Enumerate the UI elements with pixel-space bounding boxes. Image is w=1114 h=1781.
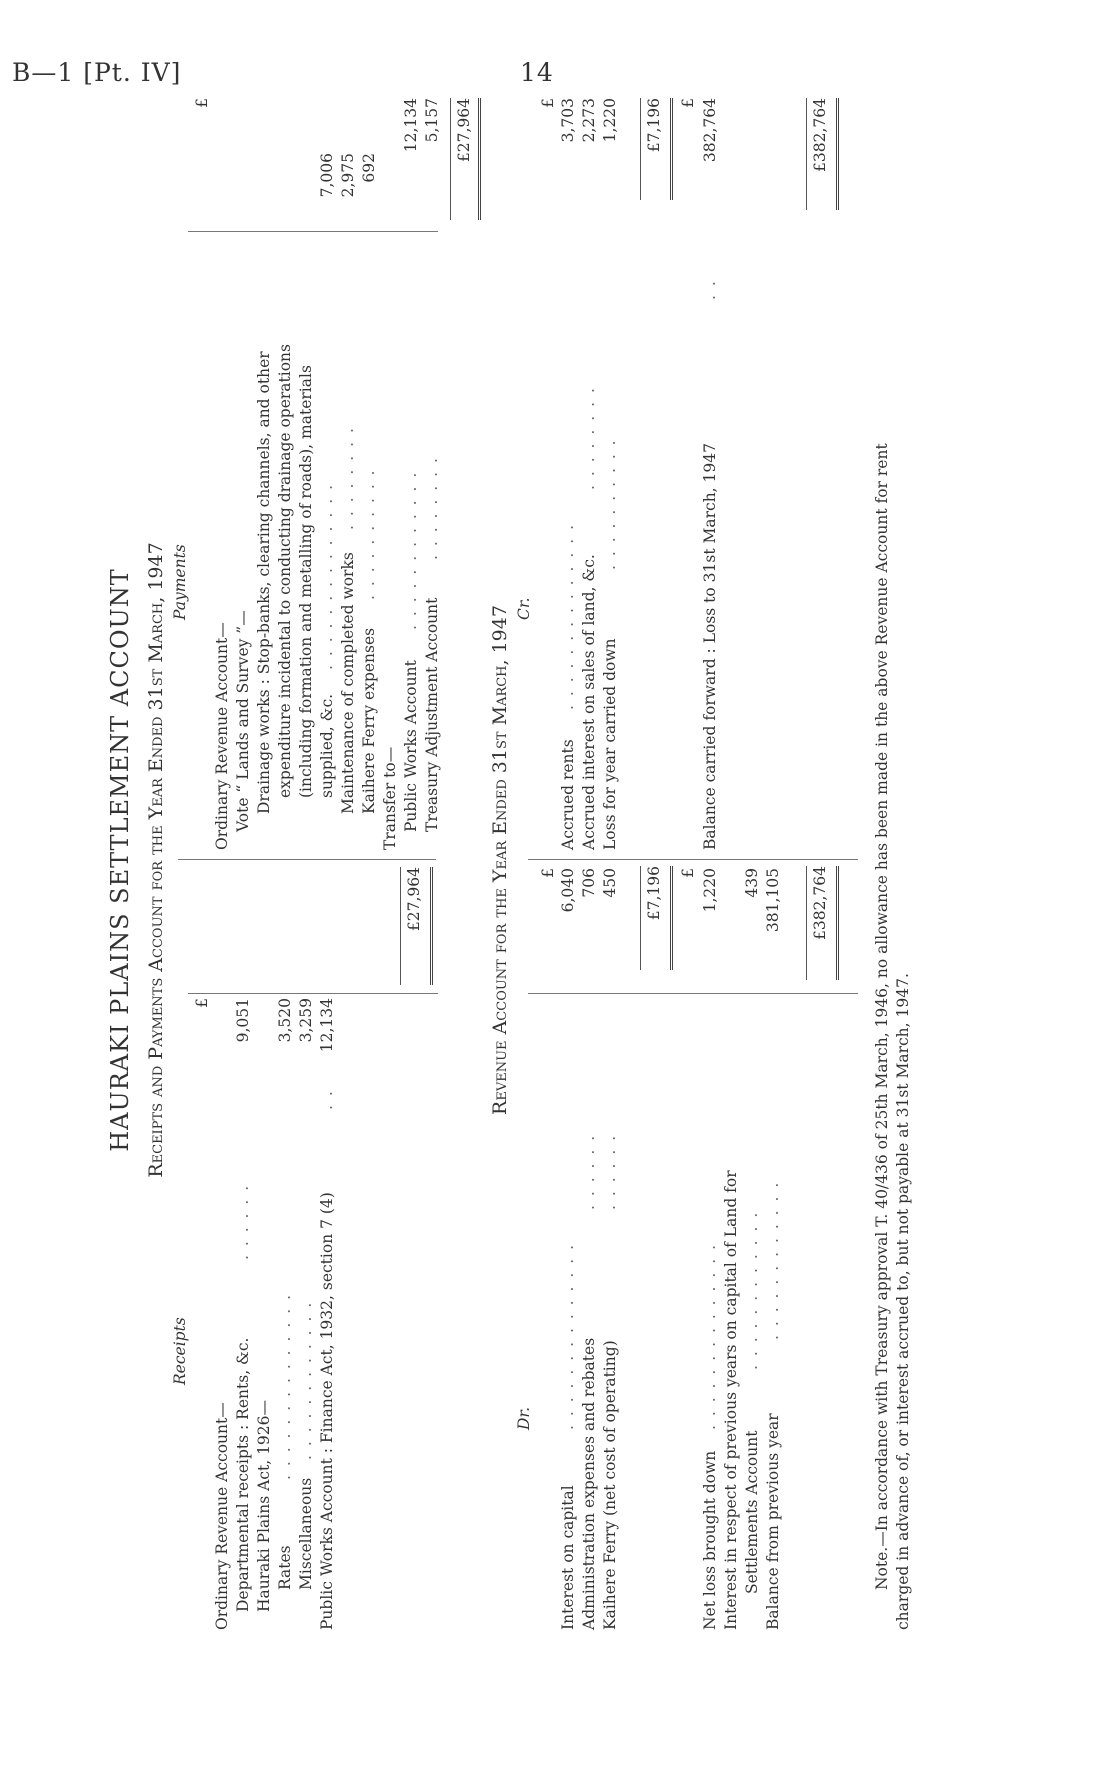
- payments-line: (including formation and metalling of roads), materials: [297, 365, 315, 798]
- receipts-line: Public Works Account : Finance Act, 1932, section 7 (4): [318, 1192, 336, 1630]
- cr-total-double-rule: [836, 98, 839, 210]
- cr-line: Balance carried forward : Loss to 31st March, 1947: [701, 443, 719, 850]
- leader-dots: . . . . . .: [601, 1133, 619, 1210]
- note-line-1: Note.—In accordance with Treasury approval T. 40/436 of 25th March, 1946, no allowance has been made in the above Revenue Account for rent: [873, 443, 891, 1590]
- cr-line: Accrued interest on sales of land, &c.: [580, 554, 598, 850]
- payments-line: Transfer to—: [381, 746, 399, 850]
- rp-divider: [178, 859, 436, 860]
- receipts-line: Rates: [276, 1545, 294, 1590]
- leader-dots: . . . . . . . .: [580, 386, 598, 490]
- receipts-line: Departmental receipts : Rents, &c.: [234, 1337, 252, 1612]
- document-title: HAURAKI PLAINS SETTLEMENT ACCOUNT: [106, 568, 134, 1152]
- receipts-line: Miscellaneous: [297, 1477, 315, 1590]
- leader-dots: . . . . . . . . . . . . . .: [701, 1242, 719, 1430]
- receipts-value: 9,051: [234, 998, 252, 1043]
- payments-line: Public Works Account: [402, 660, 420, 832]
- dr-subtotal-rule: [640, 866, 641, 970]
- payments-value: 12,134: [402, 98, 420, 153]
- receipts-value: 12,134: [318, 998, 336, 1053]
- leader-dots: . . . . . . . .: [423, 456, 441, 560]
- dr-line: Interest in respect of previous years on capital of Land for: [722, 1170, 740, 1630]
- payments-value: 2,975: [339, 153, 357, 198]
- dr-amount-rule: [528, 993, 858, 994]
- payments-total-rule: [450, 98, 451, 220]
- payments-line: Drainage works : Stop-banks, clearing channels, and other: [255, 351, 273, 814]
- receipts-value: 3,259: [297, 998, 315, 1043]
- rp-heading: Receipts and Payments Account for the Year Ended 31st March, 1947: [145, 542, 167, 1178]
- payments-line: Kaihere Ferry expenses: [360, 627, 378, 814]
- leader-dots: . . . . . . . . . .: [360, 468, 378, 600]
- cr-total: £382,764: [811, 98, 829, 172]
- receipts-total-double-rule: [430, 867, 433, 985]
- receipts-total-rule: [400, 867, 401, 985]
- leader-dots: . . . . . . . . . . . .: [402, 470, 420, 630]
- dr-total: £382,764: [811, 866, 829, 940]
- page-number: 14: [520, 58, 554, 87]
- payments-label: Payments: [171, 544, 189, 620]
- leader-dots: . . . . . . . . . .: [601, 438, 619, 570]
- cr-value: 3,703: [559, 98, 577, 143]
- dr-line: Balance from previous year: [764, 1413, 782, 1630]
- leader-dots: . . . . . . . . . . . . . .: [559, 522, 577, 710]
- payments-line: supplied, &c.: [318, 693, 336, 798]
- dr-value: 6,040: [559, 868, 577, 913]
- receipts-value: 3,520: [276, 998, 294, 1043]
- cr-value: 382,764: [701, 98, 719, 163]
- payments-line: Ordinary Revenue Account—: [213, 622, 231, 850]
- dr-label: Dr.: [515, 1406, 533, 1430]
- dr-total-double-rule: [836, 866, 839, 980]
- payments-value: 7,006: [318, 153, 336, 198]
- dr-currency: £: [679, 868, 697, 878]
- receipts-currency: £: [193, 998, 211, 1008]
- cr-line: Loss for year carried down: [601, 638, 619, 850]
- payments-line: Vote “ Lands and Survey ”—: [234, 610, 252, 832]
- cr-subtotal-double-rule: [670, 98, 673, 200]
- receipts-line: Ordinary Revenue Account—: [213, 1402, 231, 1630]
- rotated-account-sheet: [106, 90, 990, 1630]
- leader-dots: . . . . . .: [580, 1133, 598, 1210]
- payments-amount-rule: [188, 231, 438, 232]
- cr-label: Cr.: [515, 597, 533, 620]
- payments-value: 692: [360, 153, 378, 183]
- payments-line: Maintenance of completed works: [339, 552, 357, 814]
- leader-dots: . .: [701, 279, 719, 300]
- receipts-line: Hauraki Plains Act, 1926—: [255, 1399, 273, 1612]
- cr-currency: £: [539, 98, 557, 108]
- leader-dots: . . . . . . . . . . . .: [743, 1210, 761, 1370]
- rev-divider: [528, 859, 858, 860]
- cr-currency: £: [679, 98, 697, 108]
- leader-dots: . .: [318, 1089, 336, 1110]
- dr-line: Settlements Account: [743, 1430, 761, 1594]
- leader-dots: . . . . . . . .: [339, 426, 357, 530]
- payments-value: 5,157: [423, 98, 441, 143]
- leader-dots: . . . . . . . . . . . . . .: [559, 1242, 577, 1430]
- dr-subtotal: £7,196: [645, 866, 663, 921]
- cr-value: 2,273: [580, 98, 598, 143]
- page-header-left: B—1 [Pt. IV]: [12, 58, 182, 87]
- cr-subtotal: £7,196: [645, 98, 663, 153]
- payments-line: Treasury Adjustment Account: [423, 597, 441, 832]
- leader-dots: . . . . . . . . . . . .: [297, 1300, 315, 1460]
- dr-value: 450: [601, 868, 619, 898]
- payments-total-double-rule: [478, 98, 481, 220]
- receipts-total: £27,964: [405, 867, 423, 932]
- dr-line: Administration expenses and rebates: [580, 1337, 598, 1630]
- dr-subtotal-double-rule: [670, 866, 673, 970]
- rev-heading: Revenue Account for the Year Ended 31st March, 1947: [489, 605, 511, 1115]
- dr-value: 1,220: [701, 868, 719, 913]
- cr-line: Accrued rents: [559, 739, 577, 850]
- dr-line: Kaihere Ferry (net cost of operating): [601, 1340, 619, 1630]
- dr-value: 706: [580, 868, 598, 898]
- payments-line: expenditure incidental to conducting drainage operations: [276, 344, 294, 798]
- cr-value: 1,220: [601, 98, 619, 143]
- payments-currency: £: [193, 98, 211, 108]
- cr-subtotal-rule: [640, 98, 641, 200]
- leader-dots: . . . . . . . . . . . . . .: [318, 482, 336, 670]
- dr-value: 439: [743, 868, 761, 898]
- leader-dots: . . . . . . . . . . . .: [764, 1180, 782, 1340]
- leader-dots: . . . . . . . . . . . . . .: [276, 1292, 294, 1480]
- payments-total: £27,964: [455, 98, 473, 163]
- dr-total-rule: [806, 866, 807, 980]
- cr-total-rule: [806, 98, 807, 210]
- dr-currency: £: [539, 868, 557, 878]
- receipts-amount-rule: [188, 993, 438, 994]
- receipts-label: Receipts: [171, 1317, 189, 1385]
- dr-value: 381,105: [764, 868, 782, 933]
- note-line-2: charged in advance of, or interest accrued to, but not payable at 31st March, 1947.: [894, 973, 912, 1630]
- leader-dots: . . . . . .: [234, 1183, 252, 1260]
- dr-line: Interest on capital: [559, 1485, 577, 1630]
- dr-line: Net loss brought down: [701, 1450, 719, 1630]
